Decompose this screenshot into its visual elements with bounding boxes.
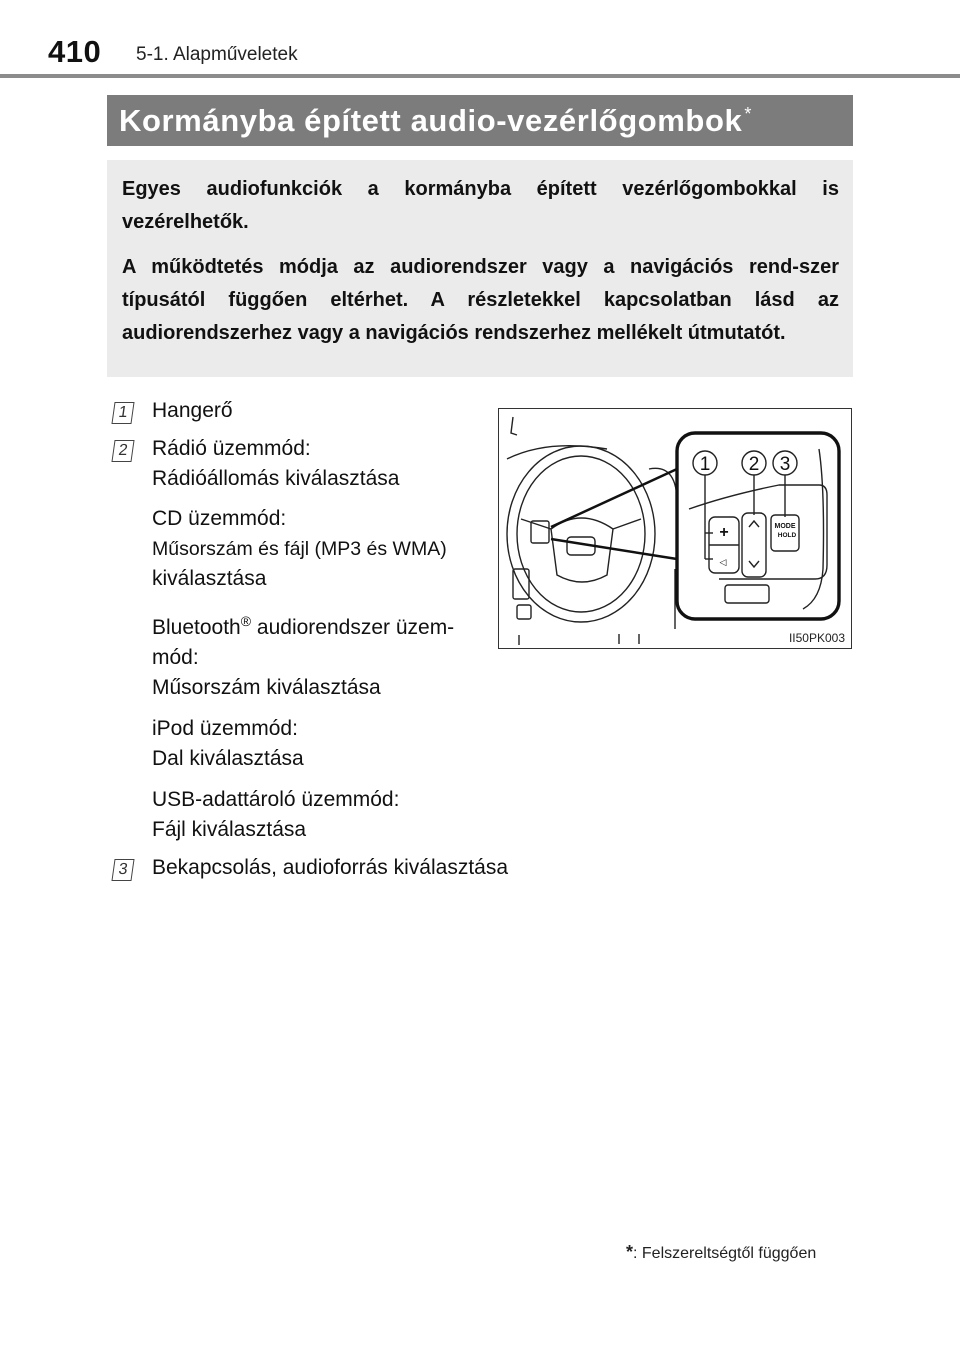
- bluetooth-mode-2: mód:: [152, 646, 199, 669]
- item-label-1: Hangerő: [152, 399, 233, 422]
- ipod-desc: Dal kiválasztása: [152, 747, 304, 770]
- page-title: [107, 95, 853, 146]
- section-title: 5-1. Alapműveletek: [136, 44, 298, 65]
- cd-mode: CD üzemmód:: [152, 507, 287, 530]
- item-number-2: 2: [111, 440, 134, 462]
- page-title-text: Kormányba épített audio-vezérlőgombok: [119, 103, 743, 138]
- bluetooth-rest: audiorendszer üzem-: [251, 616, 455, 639]
- steering-wheel-figure: [498, 408, 852, 649]
- bluetooth-desc: Műsorszám kiválasztása: [152, 676, 381, 699]
- title-asterisk: *: [744, 104, 752, 124]
- usb-desc: Fájl kiválasztása: [152, 818, 307, 841]
- steering-wheel-illustration: [499, 409, 850, 647]
- ipod-mode: iPod üzemmód:: [152, 717, 298, 740]
- footnote: [626, 1242, 816, 1263]
- callout-2: 2: [748, 454, 760, 475]
- item-number-1: 1: [111, 402, 134, 424]
- usb-mode: USB-adattároló üzemmód:: [152, 788, 400, 811]
- cd-desc: Műsorszám és fájl (MP3 és WMA): [152, 538, 447, 560]
- registered-mark: ®: [240, 613, 252, 629]
- volume-plus-label: +: [719, 524, 729, 541]
- footnote-asterisk: *: [626, 1242, 634, 1262]
- footnote-text: : Felszereltségtől függően: [633, 1245, 817, 1262]
- mode-label: MODE: [774, 523, 796, 530]
- list-item-2: [113, 434, 493, 845]
- cd-desc-2: kiválasztása: [152, 567, 267, 590]
- volume-down-icon: ◁: [719, 557, 727, 567]
- item-number-3: 3: [111, 859, 134, 881]
- bluetooth-name: Bluetooth: [152, 616, 241, 639]
- list-item-3: [113, 853, 509, 883]
- bluetooth-mode: [152, 606, 493, 643]
- list-item-1: [113, 396, 493, 426]
- callout-3: 3: [779, 454, 791, 475]
- item-label-2: Rádió üzemmód:: [152, 437, 311, 460]
- callout-1: 1: [699, 454, 711, 475]
- intro-box: [107, 160, 853, 377]
- item-label-2b: Rádióállomás kiválasztása: [152, 467, 400, 490]
- item-label-3: Bekapcsolás, audioforrás kiválasztása: [152, 856, 509, 879]
- intro-paragraph-1: Egyes audiofunkciók a kormányba épített vezérlőgombokkal is vezérelhetők.: [122, 178, 839, 233]
- figure-code: II50PK003: [788, 631, 845, 645]
- header-divider: [0, 74, 960, 78]
- item-list: [113, 396, 509, 883]
- page-number: 410: [48, 34, 102, 69]
- intro-paragraph-2: A működtetés módja az audiorendszer vagy a navigációs rend-szer típusától függően eltérhet. A részletekkel kapcsolatban lásd az audiorendszerhez vagy a navigációs rendszerhez mellékelt útmutatót.: [122, 256, 839, 344]
- hold-label: HOLD: [777, 532, 797, 539]
